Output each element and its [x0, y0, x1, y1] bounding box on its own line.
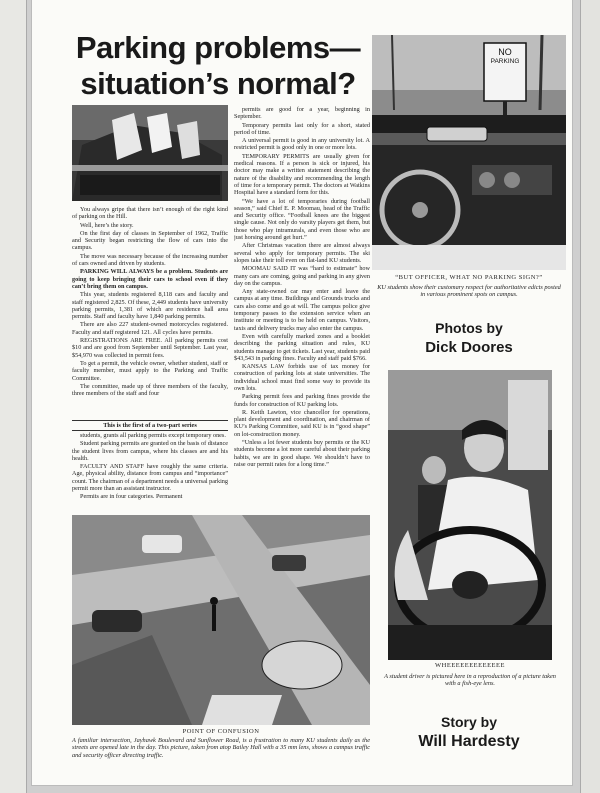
- caption-sign: KU students show their customary respect for authoritative edicts posted in various prominent spots on campus.: [377, 284, 561, 299]
- paragraph: PARKING WILL ALWAYS be a problem. Students are going to keep bringing their cars to school even if they can’t bring them on campus.: [72, 268, 228, 290]
- paragraph: FACULTY AND STAFF have roughly the same criteria. Age, physical ability, distance from campus and “importance” count. The chairman of a department needs a universal parking permit more than an assistant instructor.: [72, 463, 228, 493]
- photo-intersection: [72, 515, 370, 725]
- sign-text-line-2: PARKING: [490, 58, 520, 65]
- story-by-credit: [372, 712, 566, 752]
- paragraph: MOOMAU SAID IT was “hard to estimate” how many cars are coming, going and parking in any given day on the campus.: [234, 265, 370, 287]
- paragraph: Even with carefully marked zones and a booklet describing the parking situation and rules, KU students manage to get tickets. Last year, students paid $43,543 in parking fines. Faculty and staff paid $766.: [234, 332, 370, 362]
- caption-sign-title: “BUT OFFICER, WHAT NO PARKING SIGN?”: [395, 274, 543, 281]
- series-note: This is the first of a two-part series: [72, 420, 228, 431]
- photo-snowy-cars: [72, 105, 228, 201]
- paragraph: To get a permit, the vehicle owner, whether student, staff or faculty member, must apply to the Parking and Traffic Committee.: [72, 359, 228, 382]
- paragraph: After Christmas vacation there are almost always several who apply for temporary permits. The ski slopes take their toll even on flat-land KU students.: [234, 242, 370, 264]
- paragraph: Parking permit fees and parking fines provide the funds for construction of KU parking lots.: [234, 393, 370, 408]
- paragraph: A universal permit is good in any university lot. A restricted permit is good only in one or more lots.: [234, 137, 370, 152]
- article-column-1: [72, 206, 228, 418]
- story-by-label: Story by: [440, 714, 497, 730]
- photos-by-credit: [372, 318, 566, 358]
- paragraph: Permits are in four categories. Permanent: [80, 493, 183, 501]
- article-column-2: [234, 106, 370, 514]
- photographer-name: Dick Doores: [425, 339, 513, 356]
- binding-spine: [0, 0, 27, 793]
- paragraph: The move was necessary because of the increasing number of cars owned and driven by students.: [72, 252, 228, 268]
- author-name: Will Hardesty: [418, 733, 520, 750]
- paragraph: Temporary permits last only for a short, stated period of time.: [234, 121, 370, 136]
- caption-fisheye: A student driver is pictured here in a reproduction of a picture taken with a fish-eye lens.: [384, 673, 556, 688]
- paragraph: REGISTRATIONS ARE FREE. All parking permits cost $10 and are good from September until September. Last year, $54,970 was collected in permit fees.: [72, 337, 228, 359]
- magazine-page: [32, 0, 572, 785]
- paragraph: Any state-owned car may enter and leave the campus at any time. Buildings and Grounds trucks and cars also come and go at will. The campus police give temporary passes to the extension service when an institute or meeting is to be held on campus. Visitors, taxis and delivery trucks may also enter the campus.: [234, 288, 370, 332]
- paragraph: The committee, made up of three members of the faculty, three members of the staff and four: [72, 382, 228, 398]
- headline-line-2: situation’s normal?: [80, 66, 356, 101]
- paragraph: On the first day of classes in September of 1962, Traffic and Security began restricting the flow of cars into the campus.: [72, 229, 228, 252]
- caption-intersection-title: POINT OF CONFUSION: [182, 728, 260, 735]
- paragraph: TEMPORARY PERMITS are usually given for medical reasons. If a person is sick or injured, his doctor may make a written statement describing the nature of the disability and recommending the length of time for a temporary permit. The doctors at Watkins Hospital have a standard form for this.: [234, 152, 370, 197]
- paragraph: “We have a lot of temporaries during football season,” said Chief E. P. Moomau, head of the Traffic and Security office. “Football knees are the biggest single cause. Not only do varsity players get them, but those who play intramurals, and even those who are just horsing around get hurt.”: [234, 197, 370, 242]
- page-edge: [580, 0, 600, 793]
- paragraph: You always gripe that there isn’t enough of the right kind of parking on the Hill.: [72, 206, 228, 221]
- sign-text: [484, 48, 526, 66]
- paragraph: “Unless a lot fewer students buy permits or the KU students become a lot more careful about their parking habits, we are in good shape. We shouldn’t have to raise our permit rates for a long time.”: [234, 439, 370, 468]
- sign-text-line-1: NO: [498, 47, 512, 57]
- paragraph: There are also 227 student-owned motorcycles registered. Faculty and staff registered 121. All cycles have permits.: [72, 321, 228, 336]
- caption-fisheye-title: WHEEEEEEEEEEEEE: [435, 662, 505, 669]
- photo-fisheye-driver: [388, 370, 552, 660]
- paragraph: permits are good for a year, beginning in September.: [234, 106, 370, 121]
- paragraph: This year, students registered 8,118 cars and faculty and staff registered 2,825. Of these, 2,449 students have university parking permits, 1,381 of which are residence hall area permits. Staff and faculty have 1,840 parking permits.: [72, 291, 228, 321]
- photos-by-label: Photos by: [435, 320, 503, 336]
- headline-line-1: Parking problems—: [75, 30, 361, 65]
- headline: [68, 30, 368, 102]
- caption-intersection: A familiar intersection, Jayhawk Boulevard and Sunflower Road, is a frustration to many KU students daily as the streets are opened late in the day. This picture, taken from atop Bailey Hall with a 35 mm lens, shows a campus traffic and security officer directing traffic.: [72, 737, 370, 759]
- photo-no-parking-sign: [372, 35, 566, 270]
- paragraph: Well, here’s the story.: [80, 221, 134, 229]
- paragraph: Student parking permits are granted on the basis of distance the student lives from campus, where his classes are and his health.: [72, 440, 228, 462]
- article-column-1b: [72, 432, 228, 512]
- paragraph: R. Keith Lawton, vice chancellor for operations, plant development and coordination, and chairman of KU’s Parking Committee, said KU is in “good shape” on lot-construction money.: [234, 408, 370, 438]
- paragraph: KANSAS LAW forbids use of tax money for construction of parking lots at state universities. The individual school must find some way to provide its own lots.: [234, 363, 370, 392]
- paragraph: students, grants all parking permits except temporary ones.: [80, 432, 226, 439]
